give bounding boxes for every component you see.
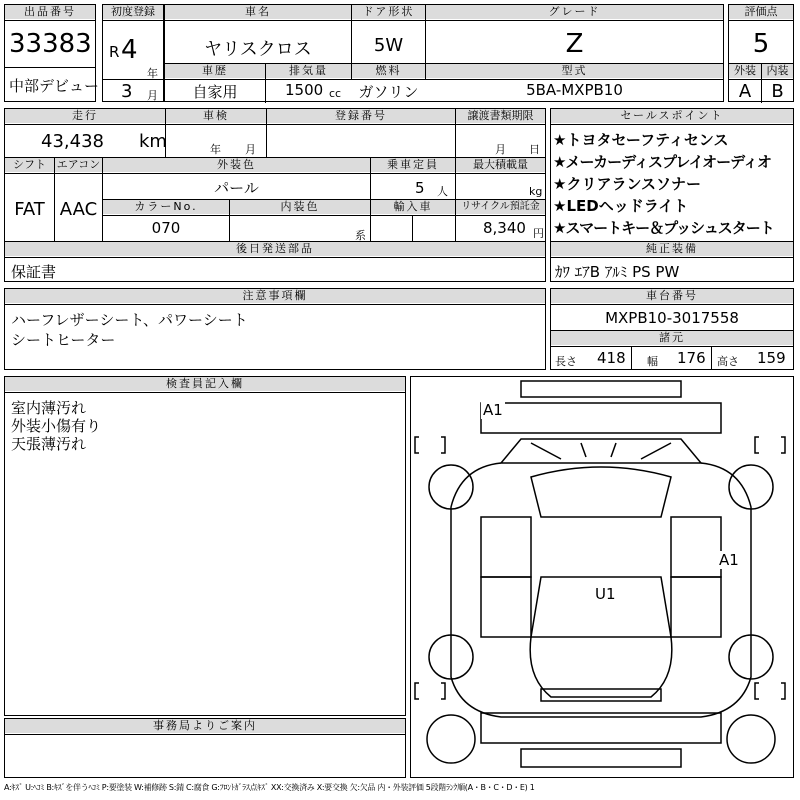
inspector-label: 検査員記入欄	[5, 377, 405, 391]
inspection-label: 車検	[166, 109, 266, 123]
capacity-label: 乗車定員	[371, 158, 455, 172]
max-load-label: 最大積載量	[456, 158, 545, 172]
later-parts-label: 後日発送部品	[5, 242, 545, 256]
damage-mark-right-side: A1	[719, 551, 739, 569]
legend-footer: A:ｷｽﾞ U:ﾍｺﾐ B:ｷｽﾞを伴うﾍｺﾐ P:要塗装 W:補修跡 S:錆 C:腐食 G:ﾌﾛﾝﾄｶﾞﾗｽ点ｷｽﾞ XX:交換済み X:要交換 欠:欠品 内・外装評価 5段階ﾗﾝｸ順(A・B・C・D・E) 1	[4, 783, 535, 792]
month-unit: 月	[147, 89, 158, 102]
transfer-day-unit: 日	[529, 143, 540, 156]
exterior-score: A	[738, 81, 752, 102]
ac-label: エアコン	[56, 158, 101, 171]
inspector-note-1: 室内薄汚れ	[11, 399, 87, 417]
inspector-note-2: 外装小傷有り	[11, 417, 102, 435]
history-label: 車歴	[165, 64, 265, 78]
selling-points-label: セールスポイント	[551, 109, 793, 123]
main-info	[164, 4, 724, 102]
lot-number: 33383	[9, 29, 92, 59]
kg-unit: kg	[529, 185, 543, 198]
width: 176	[677, 349, 706, 367]
exterior-color-label: 外装色	[103, 158, 370, 172]
recycle-fee: 8,340	[483, 219, 526, 237]
int-label: 内装	[762, 64, 793, 78]
interior-color-suffix: 系	[355, 229, 366, 242]
inspection-month-unit: 月	[245, 143, 256, 156]
event-name: 中部デビュー	[9, 77, 100, 95]
door-label: ドア形状	[352, 5, 425, 19]
inspector-section	[4, 376, 406, 716]
model-code: 5BA-MXPB10	[526, 81, 623, 99]
color-no-label: カラーNo.	[103, 200, 229, 214]
office-section	[4, 718, 406, 778]
air-conditioner: AAC	[59, 199, 98, 220]
selling-point-2: ★メーカーディスプレイオーディオ	[553, 153, 771, 171]
capacity-unit: 人	[437, 185, 448, 198]
chassis-number: MXPB10-3017558	[605, 309, 739, 327]
spec-table	[4, 108, 546, 282]
car-diagram	[410, 376, 794, 778]
shift: FAT	[14, 199, 45, 220]
color-number: 070	[151, 219, 181, 237]
chassis-section	[550, 288, 794, 370]
first-reg-label: 初度登録	[103, 5, 163, 19]
notes-line-2: シートヒーター	[11, 331, 116, 349]
era: R	[109, 43, 120, 61]
capacity: 5	[415, 179, 425, 197]
damage-mark-roof: U1	[595, 585, 616, 603]
inspector-note-3: 天張薄汚れ	[11, 435, 87, 453]
selling-point-3: ★クリアランスソナー	[553, 175, 701, 193]
notes-line-1: ハーフレザーシート、パワーシート	[11, 311, 248, 329]
reg-year: 4	[121, 35, 138, 65]
dimensions-label: 諸元	[551, 331, 793, 345]
score-section	[728, 4, 794, 102]
mileage-label: 走行	[5, 109, 165, 123]
grade-label: グレード	[426, 5, 723, 19]
transfer-month-unit: 月	[495, 143, 506, 156]
damage-mark-front: A1	[483, 401, 503, 419]
chassis-label: 車台番号	[551, 289, 793, 303]
car-name: ヤリスクロス	[204, 39, 312, 60]
grade: Z	[565, 29, 584, 59]
selling-point-1: ★トヨタセーフティセンス	[553, 131, 729, 149]
displacement: 1500	[285, 81, 324, 99]
first-registration	[102, 4, 164, 102]
height-label: 高さ	[717, 355, 739, 368]
fuel-label: 燃料	[352, 64, 425, 78]
car-history: 自家用	[192, 83, 238, 101]
model-label: 型式	[426, 64, 723, 78]
length: 418	[597, 349, 626, 367]
score-label: 評価点	[729, 5, 793, 19]
recycle-label: リサイクル預託金	[456, 200, 545, 214]
fuel: ガソリン	[358, 83, 419, 101]
selling-point-4: ★LEDヘッドライト	[553, 197, 689, 215]
shift-label: シフト	[5, 158, 54, 172]
interior-score: B	[771, 81, 784, 102]
notes-section	[4, 288, 546, 370]
mileage: 43,438	[41, 131, 104, 152]
ext-label: 外装	[729, 64, 761, 78]
height: 159	[757, 349, 786, 367]
car-name-label: 車名	[165, 5, 351, 19]
exterior-color: パール	[214, 179, 259, 197]
reg-number-label: 登録番号	[267, 109, 455, 123]
displacement-label: 排気量	[266, 64, 351, 78]
year-unit: 年	[147, 67, 158, 80]
notes-label: 注意事項欄	[5, 289, 545, 303]
width-label: 幅	[647, 355, 658, 368]
interior-color-label: 内装色	[230, 200, 370, 214]
km-unit: km	[139, 131, 167, 152]
car-outline-diagram	[411, 377, 793, 777]
lot-section	[4, 4, 100, 102]
overall-score: 5	[752, 29, 770, 59]
reg-month: 3	[121, 81, 133, 102]
genuine-equipment: ｶﾜ ｴｱB ｱﾙﾐ PS PW	[555, 263, 680, 281]
transfer-label: 譲渡書類期限	[456, 109, 545, 123]
length-label: 長さ	[555, 355, 577, 368]
genuine-equipment-label: 純正装備	[551, 242, 793, 256]
office-label: 事務局よりご案内	[5, 719, 405, 733]
lot-label: 出品番号	[5, 5, 95, 19]
inspection-year-unit: 年	[210, 143, 221, 156]
yen-unit: 円	[533, 227, 544, 240]
import-label: 輸入車	[371, 200, 455, 214]
cc-unit: cc	[329, 87, 342, 100]
later-parts-value: 保証書	[11, 263, 57, 281]
door-type: 5W	[373, 35, 404, 56]
selling-point-5: ★スマートキー＆プッシュスタート	[553, 219, 774, 237]
selling-points	[550, 108, 794, 282]
